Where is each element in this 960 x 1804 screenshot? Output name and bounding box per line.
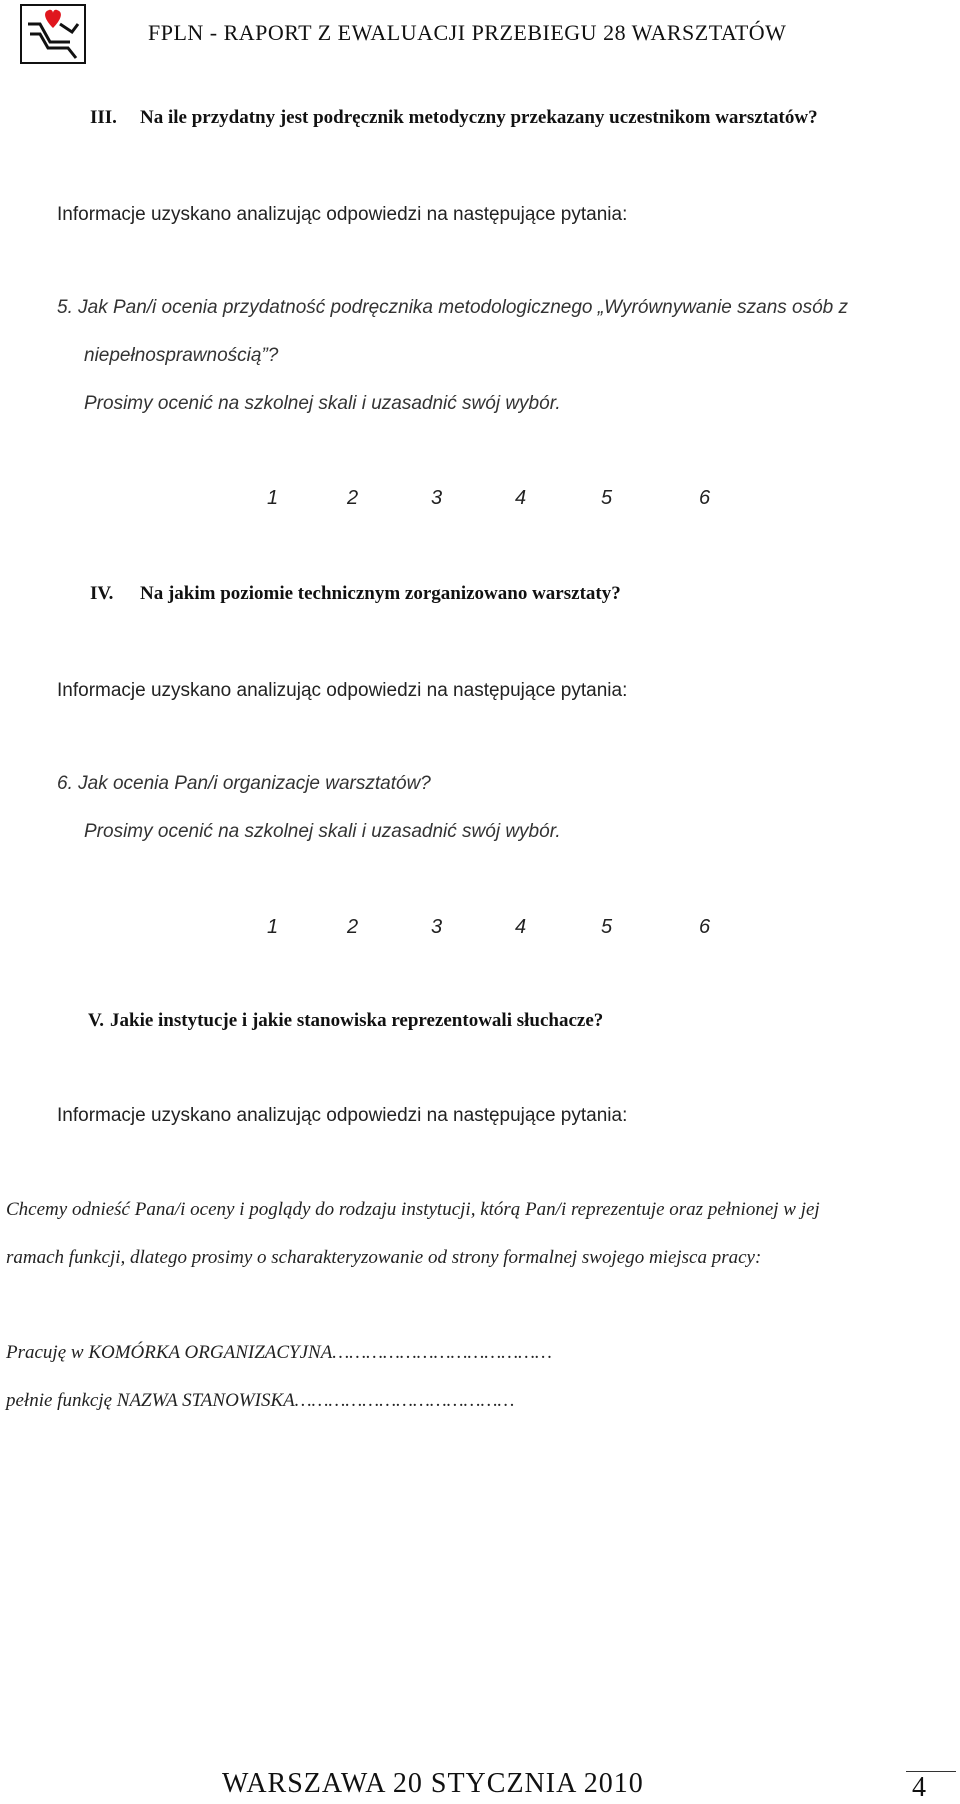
section-5-paragraph-line1: Chcemy odnieść Pana/i oceny i poglądy do rodzaju instytucji, którą Pan/i reprezentuje oraz pełnionej w jej [6, 1199, 820, 1220]
scale-option-4[interactable]: 4 [515, 487, 527, 509]
section-3-number: III. [90, 107, 117, 128]
scale-option-2[interactable]: 2 [347, 916, 359, 938]
section-4-title: Na jakim poziomie technicznym zorganizowano warsztaty? [140, 583, 621, 604]
workplace-field: Pracuję w KOMÓRKA ORGANIZACYJNA………………………………… [6, 1342, 552, 1363]
section-4-info: Informacje uzyskano analizując odpowiedzi na następujące pytania: [57, 680, 628, 701]
scale-option-3[interactable]: 3 [431, 487, 443, 509]
page-number: 4 [912, 1772, 926, 1803]
section-3-info: Informacje uzyskano analizując odpowiedzi na następujące pytania: [57, 204, 628, 225]
scale-option-5[interactable]: 5 [601, 487, 613, 509]
question-5-instruction: Prosimy ocenić na szkolnej skali i uzasadnić swój wybór. [84, 393, 561, 414]
section-4-number: IV. [90, 583, 114, 604]
section-5-number: V. [88, 1010, 105, 1031]
question-6-instruction: Prosimy ocenić na szkolnej skali i uzasadnić swój wybór. [84, 821, 561, 842]
question-5-line2: niepełnosprawnością”? [84, 345, 279, 366]
section-5-paragraph-line2: ramach funkcji, dlatego prosimy o scharakteryzowanie od strony formalnej swojego miejsca pracy: [6, 1247, 762, 1268]
scale-option-2[interactable]: 2 [347, 487, 359, 509]
position-field: pełnie funkcję NAZWA STANOWISKA………………………………… [6, 1390, 515, 1411]
scale-option-6[interactable]: 6 [699, 916, 711, 938]
question-5-line1: 5. Jak Pan/i ocenia przydatność podręcznika metodologicznego „Wyrównywanie szans osób z [57, 297, 849, 318]
section-3-title: Na ile przydatny jest podręcznik metodyczny przekazany uczestnikom warsztatów? [140, 107, 818, 128]
footer-date: WARSZAWA 20 STYCZNIA 2010 [222, 1768, 644, 1799]
section-5-info: Informacje uzyskano analizując odpowiedzi na następujące pytania: [57, 1105, 628, 1126]
question-6: 6. Jak ocenia Pan/i organizacje warsztatów? [57, 773, 431, 794]
scale-option-1[interactable]: 1 [267, 916, 279, 938]
scale-option-6[interactable]: 6 [699, 487, 711, 509]
section-5-title: Jakie instytucje i jakie stanowiska reprezentowali słuchacze? [110, 1010, 604, 1031]
scale-option-1[interactable]: 1 [267, 487, 279, 509]
scale-option-5[interactable]: 5 [601, 916, 613, 938]
scale-option-4[interactable]: 4 [515, 916, 527, 938]
logo-icon [20, 4, 86, 64]
header-title: FPLN - RAPORT Z EWALUACJI PRZEBIEGU 28 WARSZTATÓW [148, 20, 787, 45]
scale-option-3[interactable]: 3 [431, 916, 443, 938]
